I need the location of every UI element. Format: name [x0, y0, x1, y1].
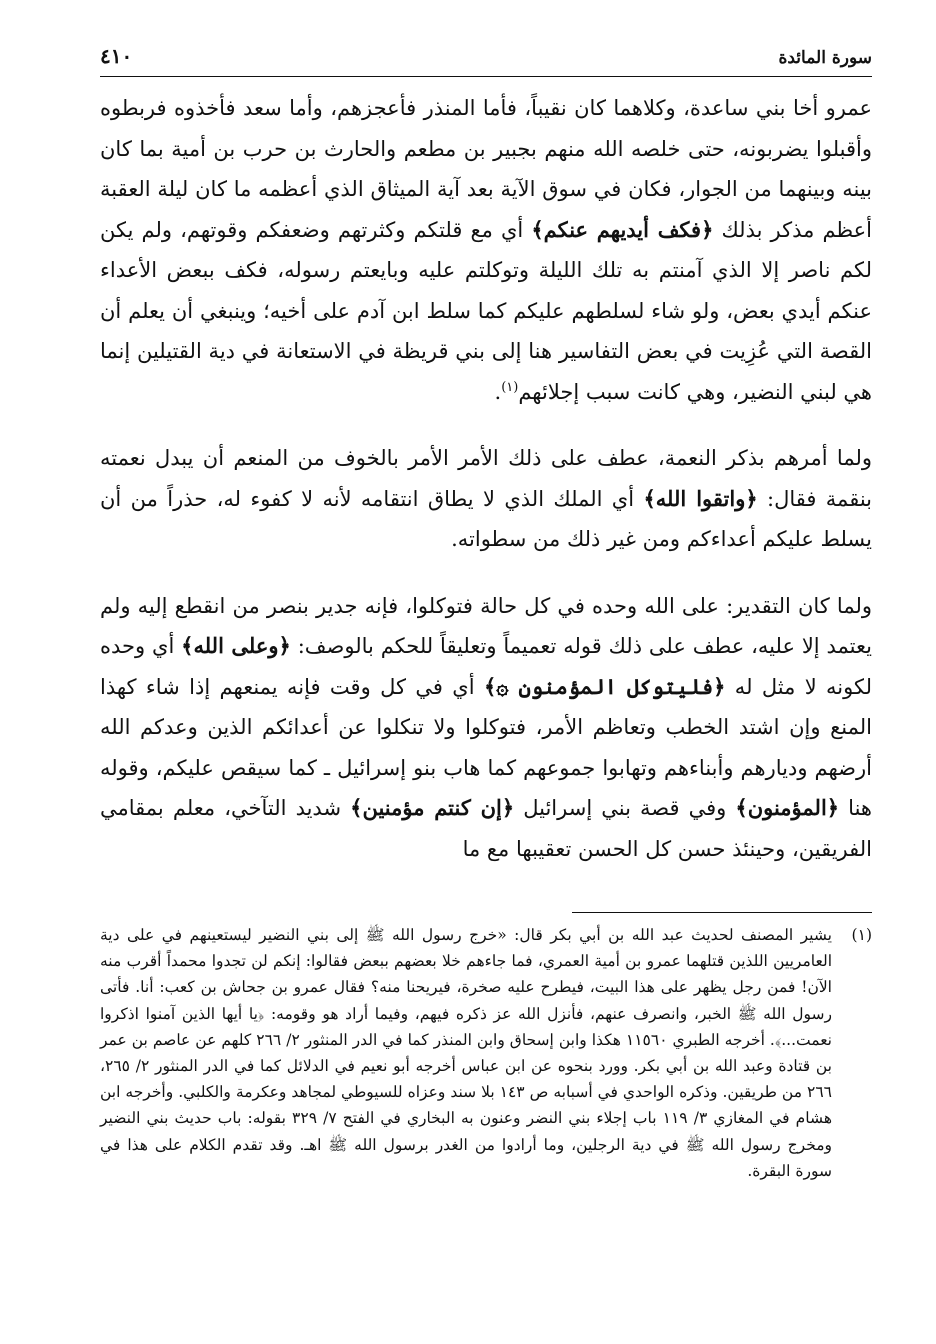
main-text	[100, 88, 872, 869]
footnote-ref[interactable]: (١)	[501, 379, 519, 395]
text-run: وفي قصة بني إسرائيل	[514, 796, 736, 820]
text-run: أي الملك الذي لا يطاق انتقامه لأنه لا كفوء له، حذراً من أن يسلط عليكم أعداءكم ومن غير ذلك من سطواته.	[100, 486, 872, 551]
quran-quote: ﴿إن كنتم مؤمنين﴾	[350, 795, 515, 820]
quran-quote: ﴿فكف أيديهم عنكم﴾	[531, 216, 714, 242]
text-run: ولما كان التقدير: على الله وحده في كل حالة فتوكلوا، فإنه جدير بنصر من انقطع إليه ولم يعتمد إلا عليه، عطف على ذلك قوله تعميماً وتعليقاً للحكم بالوصف:	[100, 593, 872, 658]
text-run: شديد التآخي، معلم بمقامي الفريقين، وحينئذ حسن كل الحسن تعقيبها مع ما	[100, 796, 872, 861]
quran-quote: ﴿فليتوكل المؤمنون ۞﴾	[483, 673, 726, 699]
quran-quote: ﴿وعلى الله﴾	[181, 633, 291, 658]
footnote-number: (١)	[851, 926, 872, 944]
text-run: أي مع قلتكم وكثرتهم وضعفكم وقوتهم، ولم يكن لكم ناصر إلا الذي آمنتم به تلك الليلة وتوكلتم عليه وبايعتم رسوله، فكف ببعض الأعداء عنكم أيدي بعض، ولو شاء لسلطهم عليكم كما سلط ابن آدم على أخيه؛ وينبغي أن يعلم أن القصة التي عُزِيت في بعض التفاسير هنا إلى بني قريظة في الاستعانة في دية القتيلين إنما هي لبني النضير، وهي كانت سبب إجلائهم	[100, 217, 872, 404]
paragraph-3	[100, 586, 872, 870]
surah-title: سورة المائدة	[778, 48, 872, 68]
footnote-block	[100, 922, 872, 1184]
footnote-text: يشير المصنف لحديث عبد الله بن أبي بكر قال: «خرج رسول الله ﷺ إلى بني النضير ليستعينهم في على دية العامريين اللذين قتلهما عمرو بن أمية العمري، فما جاءهم خلا بعضهم ببعض فقالوا: إنكم لن تجدوا محمداً أقرب منه الآن! فمن رجل يظهر على هذا البيت، فيطرح عليه صخرة، فيريحنا منه؟ فقال عمرو بن جحاش بن كعب: أنا. فأتى رسول الله ﷺ الخبر، وانصرف عنهم، فأنزل الله عز ذكره فيهم، وفيما أراد هو وقومه: ﴿يا أيها الذين آمنوا اذكروا نعمت...﴾. أخرجه الطبري ١١٥٦٠ هكذا وابن إسحاق وابن المنذر كما في الدر المنثور ٢/ ٢٦٦ كلهم عن عاصم بن عمر بن قتادة وعبد الله بن أبي بكر. وورد بنحوه عن ابن عباس أخرجه أبو نعيم في الدلائل كما في الدر المنثور ٢/ ٢٦٥، ٢٦٦ من طريقين. وذكره الواحدي في أسبابه ص ١٤٣ بلا سند وعزاه للسيوطي لمجاهد وعكرمة والكلبي. وأخرجه ابن هشام في المغازي ٣/ ١١٩ باب إجلاء بني النضر وعنون به البخاري في الفتح ٧/ ٣٢٩ بقوله: باب حديث بني النضير ومخرج رسول الله ﷺ في دية الرجلين، وما أرادوا من الغدر برسول الله ﷺ اهـ. وقد تقدم الكلام على هذا في سورة البقرة.	[100, 926, 832, 1180]
text-run: عمرو أخا بني ساعدة، وكلاهما كان نقيباً، فأما المنذر فأعجزهم، وأما سعد فأخذوه فربطوه وأقبلوا يضربونه، حتى خلصه الله منهم بجبير بن مطعم والحارث بن حرب بن أمية بما كان بينه وبينهما من الجوار، فكان في سوق الآية بعد آية الميثاق الذي أعظمه ما كان ليلة العقبة أعظم مذكر بذلك	[100, 96, 873, 242]
quran-quote: ﴿المؤمنون﴾	[735, 795, 840, 820]
text-run: أي وحده لكونه لا مثل له	[100, 634, 872, 699]
page-header	[100, 40, 872, 78]
header-rule	[100, 76, 872, 77]
quran-quote: ﴿واتقوا الله﴾	[643, 485, 758, 511]
paragraph-1	[100, 88, 872, 412]
page-number: ٤١٠	[100, 44, 133, 68]
text-run: .	[494, 379, 502, 404]
footnote-rule	[572, 912, 872, 913]
text-run: ولما أمرهم بذكر النعمة، عطف على ذلك الأمر الأمر بالخوف من المنعم أن يبدل نعمته بنقمة فقال:	[100, 446, 873, 511]
footnote-row	[100, 922, 872, 1184]
text-run: أي في كل وقت فإنه يمنعهم إذا شاء كهذا المنع وإن اشتد الخطب وتعاظم الأمر، فتوكلوا ولا تنكلوا عن أعدائكم الذين وعدكم الله أرضهم وديارهم وأبناءهم وتهابوا جموعهم كما هاب بنو إسرائيل ـ كما سيقص عليكم، وقوله هنا	[100, 674, 872, 820]
paragraph-2	[100, 438, 872, 560]
